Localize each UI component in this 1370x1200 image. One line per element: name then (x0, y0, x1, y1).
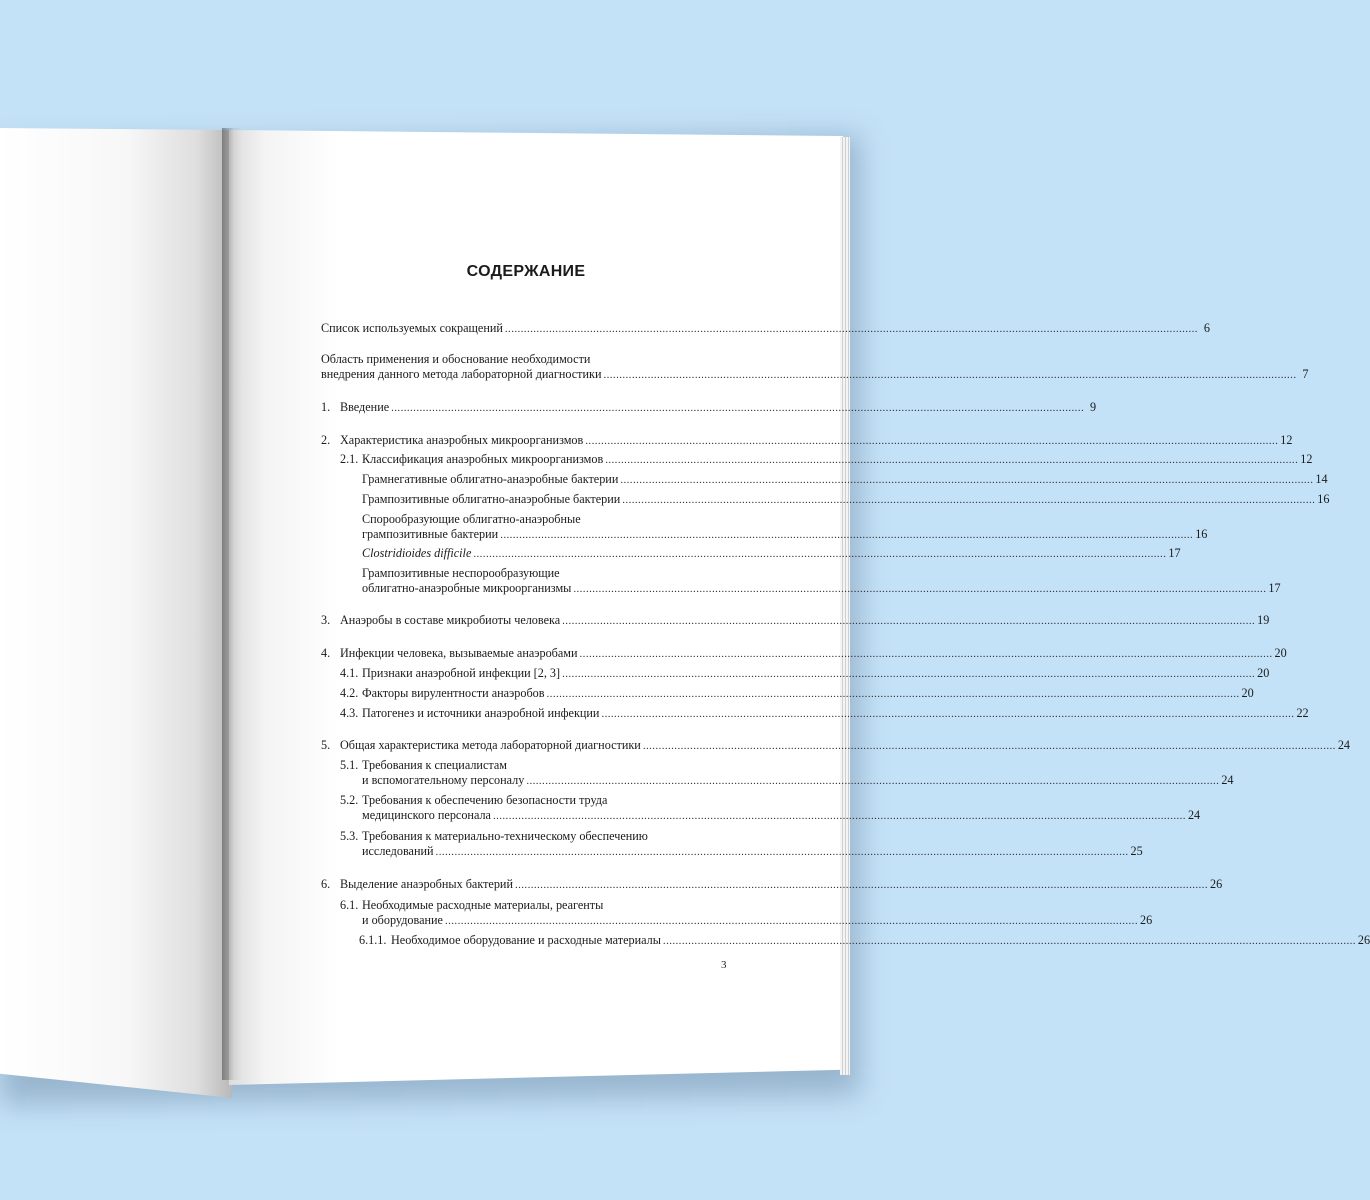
toc-entry-line: Требования к специалистам (362, 758, 507, 772)
toc-entry-text (340, 433, 1293, 449)
toc-entry (340, 706, 1309, 722)
table-of-contents (321, 260, 731, 322)
toc-entry-row (362, 844, 1143, 860)
dot-leader: ............................................................................................................................................................................................................................ (642, 740, 1336, 752)
toc-entry-number: 5. (321, 738, 331, 752)
toc-entry-text (362, 898, 1153, 929)
toc-entry-row (362, 666, 1270, 682)
toc-entry-row (340, 877, 1223, 893)
toc-entry-page: 22 (1296, 706, 1309, 720)
toc-entry-line: Выделение анаэробных бактерий (340, 877, 513, 891)
toc-entry-text (391, 933, 1370, 949)
toc-entry-page: 12 (1280, 433, 1293, 447)
toc-entry-number: 6. (321, 877, 331, 891)
toc-entry-number: 1. (321, 400, 331, 414)
toc-entry (359, 472, 1328, 488)
toc-entry-page: 20 (1241, 686, 1254, 700)
toc-entry-line: Список используемых сокращений (321, 321, 503, 335)
toc-entry-page: 26 (1357, 933, 1370, 947)
toc-entry-page: 20 (1274, 646, 1287, 660)
toc-entry (321, 646, 1287, 662)
dot-leader: ............................................................................................................................................................................................................................ (504, 323, 1198, 335)
toc-entry-page: 17 (1268, 581, 1281, 595)
toc-entry-number: 2. (321, 433, 331, 447)
toc-entry-row (340, 738, 1350, 754)
toc-entry-line: Спорообразующие облигатно-анаэробные (362, 512, 581, 526)
toc-entry-row (362, 581, 1281, 597)
toc-entry-row (362, 472, 1328, 488)
dot-leader: ............................................................................................................................................................................................................................ (562, 615, 1256, 627)
toc-entry-text (362, 566, 1281, 597)
toc-entry-row (340, 613, 1270, 629)
toc-entry-row (362, 773, 1234, 789)
toc-entry-row (340, 433, 1293, 449)
toc-entry-page: 20 (1257, 666, 1270, 680)
toc-entry-row (362, 492, 1330, 508)
dot-leader: ............................................................................................................................................................................................................................ (562, 668, 1256, 680)
toc-entry-line: внедрения данного метода лабораторной диагностики (321, 367, 602, 381)
toc-entry-row (321, 367, 1309, 383)
dot-leader: ............................................................................................................................................................................................................................ (546, 688, 1240, 700)
toc-entry (321, 613, 1270, 629)
toc-entry (321, 877, 1223, 893)
toc-entry-line: исследований (362, 844, 434, 858)
dot-leader: ............................................................................................................................................................................................................................ (573, 583, 1267, 595)
toc-entry-line: Область применения и обоснование необходимости (321, 352, 591, 366)
toc-entry-line: и оборудование (362, 913, 443, 927)
dot-leader: ............................................................................................................................................................................................................................ (662, 935, 1356, 947)
toc-entry-page: 19 (1257, 613, 1270, 627)
toc-entry-text (340, 646, 1287, 662)
toc-entry-page: 6 (1203, 321, 1210, 335)
toc-entry-number: 5.1. (340, 758, 359, 772)
toc-entry-number: 3. (321, 613, 331, 627)
dot-leader: ............................................................................................................................................................................................................................ (492, 810, 1186, 822)
toc-entry (359, 933, 1370, 949)
toc-entry-page: 12 (1300, 452, 1313, 466)
toc-entry (340, 758, 1234, 789)
toc-entry-text (362, 793, 1201, 824)
toc-entry (359, 566, 1281, 597)
toc-entry-line: облигатно-анаэробные микроорганизмы (362, 581, 572, 595)
dot-leader: ............................................................................................................................................................................................................................ (620, 474, 1314, 486)
toc-entry-line: Факторы вирулентности анаэробов (362, 686, 545, 700)
toc-entry (340, 829, 1143, 860)
toc-entry (321, 321, 1210, 337)
toc-entry-line: Признаки анаэробной инфекции [2, 3] (362, 666, 561, 680)
toc-entry-text (321, 321, 1210, 337)
page-number: 3 (721, 959, 727, 971)
toc-entry-line: Необходимые расходные материалы, реагенты (362, 898, 604, 912)
toc-entry-text (362, 512, 1208, 543)
toc-entry-row (362, 913, 1153, 929)
toc-entry-row (340, 400, 1097, 416)
book-spine (222, 128, 242, 1080)
toc-entry-text (321, 352, 1309, 383)
toc-entry-row (362, 808, 1201, 824)
toc-entry (340, 686, 1254, 702)
dot-leader: ............................................................................................................................................................................................................................ (473, 548, 1167, 560)
toc-entry-line: Введение (340, 400, 390, 414)
toc-entry-number: 5.2. (340, 793, 359, 807)
toc-entry-line: Инфекции человека, вызываемые анаэробами (340, 646, 578, 660)
toc-entry-text (362, 546, 1181, 562)
toc-entry-line: Clostridioides difficile (362, 546, 472, 560)
toc-entry-page: 24 (1187, 808, 1201, 822)
toc-entry-number: 5.3. (340, 829, 359, 843)
toc-entry (321, 738, 1350, 754)
toc-entry-row (362, 686, 1254, 702)
toc-entry-number: 4.3. (340, 706, 359, 720)
toc-entry (340, 666, 1270, 682)
dot-leader: ............................................................................................................................................................................................................................ (514, 879, 1208, 891)
toc-entry-row (340, 646, 1287, 662)
toc-entry-line: Патогенез и источники анаэробной инфекции (362, 706, 600, 720)
toc-entry-number: 4.2. (340, 686, 359, 700)
toc-entry (359, 546, 1181, 562)
dot-leader: ............................................................................................................................................................................................................................ (435, 846, 1129, 858)
toc-entry-text (362, 758, 1234, 789)
toc-entry-page: 16 (1317, 492, 1330, 506)
toc-entry-row (391, 933, 1370, 949)
toc-entry-text (362, 472, 1328, 488)
toc-entry-row (362, 546, 1181, 562)
toc-entry-line: Грампозитивные неспорообразующие (362, 566, 560, 580)
toc-entry-page: 14 (1315, 472, 1328, 486)
toc-entry-page: 26 (1209, 877, 1223, 891)
left-page (0, 128, 232, 1098)
toc-entry-page: 16 (1195, 527, 1208, 541)
toc-entry-page: 24 (1337, 738, 1350, 752)
dot-leader: ............................................................................................................................................................................................................................ (444, 915, 1138, 927)
dot-leader: ............................................................................................................................................................................................................................ (605, 454, 1299, 466)
toc-entry (340, 898, 1153, 929)
toc-entry-text (340, 400, 1097, 416)
toc-entry-number: 4. (321, 646, 331, 660)
toc-entry-text (362, 666, 1270, 682)
toc-entry (321, 352, 1309, 383)
toc-entry (321, 400, 1097, 416)
toc-entry-line: Требования к обеспечению безопасности труда (362, 793, 608, 807)
toc-entry-line: Грамнегативные облигатно-анаэробные бактерии (362, 472, 619, 486)
toc-entry-row (321, 321, 1210, 337)
toc-entry-page: 24 (1221, 773, 1234, 787)
toc-entry-number: 6.1. (340, 898, 359, 912)
toc-entry-line: и вспомогательному персоналу (362, 773, 525, 787)
toc-entry-line: Классификация анаэробных микроорганизмов (362, 452, 604, 466)
toc-entry-text (362, 686, 1254, 702)
toc-entry-page: 7 (1302, 367, 1309, 381)
toc-entry-text (340, 738, 1350, 754)
toc-entry (340, 793, 1201, 824)
toc-entry-text (362, 829, 1143, 860)
dot-leader: ............................................................................................................................................................................................................................ (585, 435, 1279, 447)
toc-entry-line: Грампозитивные облигатно-анаэробные бактерии (362, 492, 621, 506)
toc-entry-page: 17 (1168, 546, 1181, 560)
toc-entry-text (362, 452, 1313, 468)
toc-entry-line: Характеристика анаэробных микроорганизмов (340, 433, 584, 447)
dot-leader: ............................................................................................................................................................................................................................ (603, 369, 1297, 381)
toc-entry-row (362, 452, 1313, 468)
toc-title: СОДЕРЖАНИЕ (466, 263, 586, 280)
dot-leader: ............................................................................................................................................................................................................................ (579, 648, 1273, 660)
toc-entry-page: 26 (1139, 913, 1153, 927)
toc-entry (321, 433, 1293, 449)
toc-entry-line: Общая характеристика метода лабораторной диагностики (340, 738, 641, 752)
toc-entry (359, 492, 1330, 508)
dot-leader: ............................................................................................................................................................................................................................ (601, 708, 1295, 720)
toc-entry-text (340, 613, 1270, 629)
toc-entry-number: 6.1.1. (359, 933, 387, 947)
toc-entry-line: медицинского персонала (362, 808, 491, 822)
toc-entry-line: Анаэробы в составе микробиоты человека (340, 613, 561, 627)
toc-entry-text (362, 706, 1309, 722)
toc-entry-line: Необходимое оборудование и расходные материалы (391, 933, 661, 947)
toc-entry-number: 4.1. (340, 666, 359, 680)
toc-entry-number: 2.1. (340, 452, 359, 466)
toc-entry (359, 512, 1208, 543)
toc-entry-text (362, 492, 1330, 508)
toc-entry-line: Требования к материально-техническому обеспечению (362, 829, 648, 843)
toc-entry-row (362, 706, 1309, 722)
dot-leader: ............................................................................................................................................................................................................................ (500, 529, 1194, 541)
dot-leader: ............................................................................................................................................................................................................................ (622, 494, 1316, 506)
toc-entry (340, 452, 1313, 468)
toc-entry-row (362, 527, 1208, 543)
toc-entry-text (340, 877, 1223, 893)
toc-entry-page: 25 (1130, 844, 1143, 858)
toc-entry-page: 9 (1090, 400, 1097, 414)
toc-entry-line: грампозитивные бактерии (362, 527, 499, 541)
dot-leader: ............................................................................................................................................................................................................................ (526, 775, 1220, 787)
dot-leader: ............................................................................................................................................................................................................................ (391, 402, 1085, 414)
